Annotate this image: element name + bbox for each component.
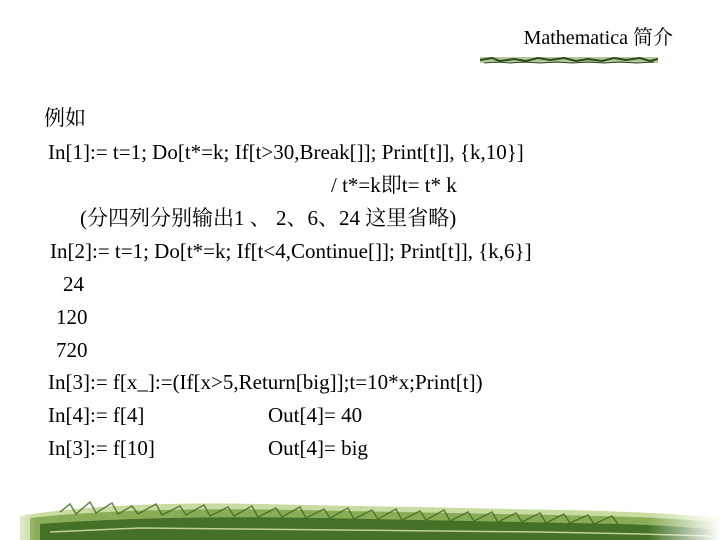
- output-value: 24: [63, 272, 84, 296]
- output-line-5: Out[4]= big: [268, 436, 368, 460]
- input-line-3: In[3]:= f[x_]:=(If[x>5,Return[big]];t=10*x;Print[t]): [48, 370, 483, 394]
- output-value: 720: [56, 338, 88, 362]
- input-line-5: In[3]:= f[10]: [48, 436, 155, 460]
- input-line-4: In[4]:= f[4]: [48, 403, 145, 427]
- output-value: 120: [56, 305, 88, 329]
- header-decorative-rule: [480, 55, 658, 65]
- input-line-1: In[1]:= t=1; Do[t*=k; If[t>30,Break[]]; Print[t]], {k,10}]: [48, 140, 524, 164]
- example-label: 例如: [44, 106, 86, 130]
- output-line-4: Out[4]= 40: [268, 403, 363, 427]
- assignment-note: / t*=k即t= t* k: [331, 173, 457, 197]
- footer-grass-decoration: [0, 488, 720, 540]
- output-note: (分四列分别输出1 、 2、6、24 这里省略): [80, 206, 457, 230]
- header-title: Mathematica 简介: [523, 27, 673, 49]
- input-line-2: In[2]:= t=1; Do[t*=k; If[t<4,Continue[]]; Print[t]], {k,6}]: [50, 239, 532, 263]
